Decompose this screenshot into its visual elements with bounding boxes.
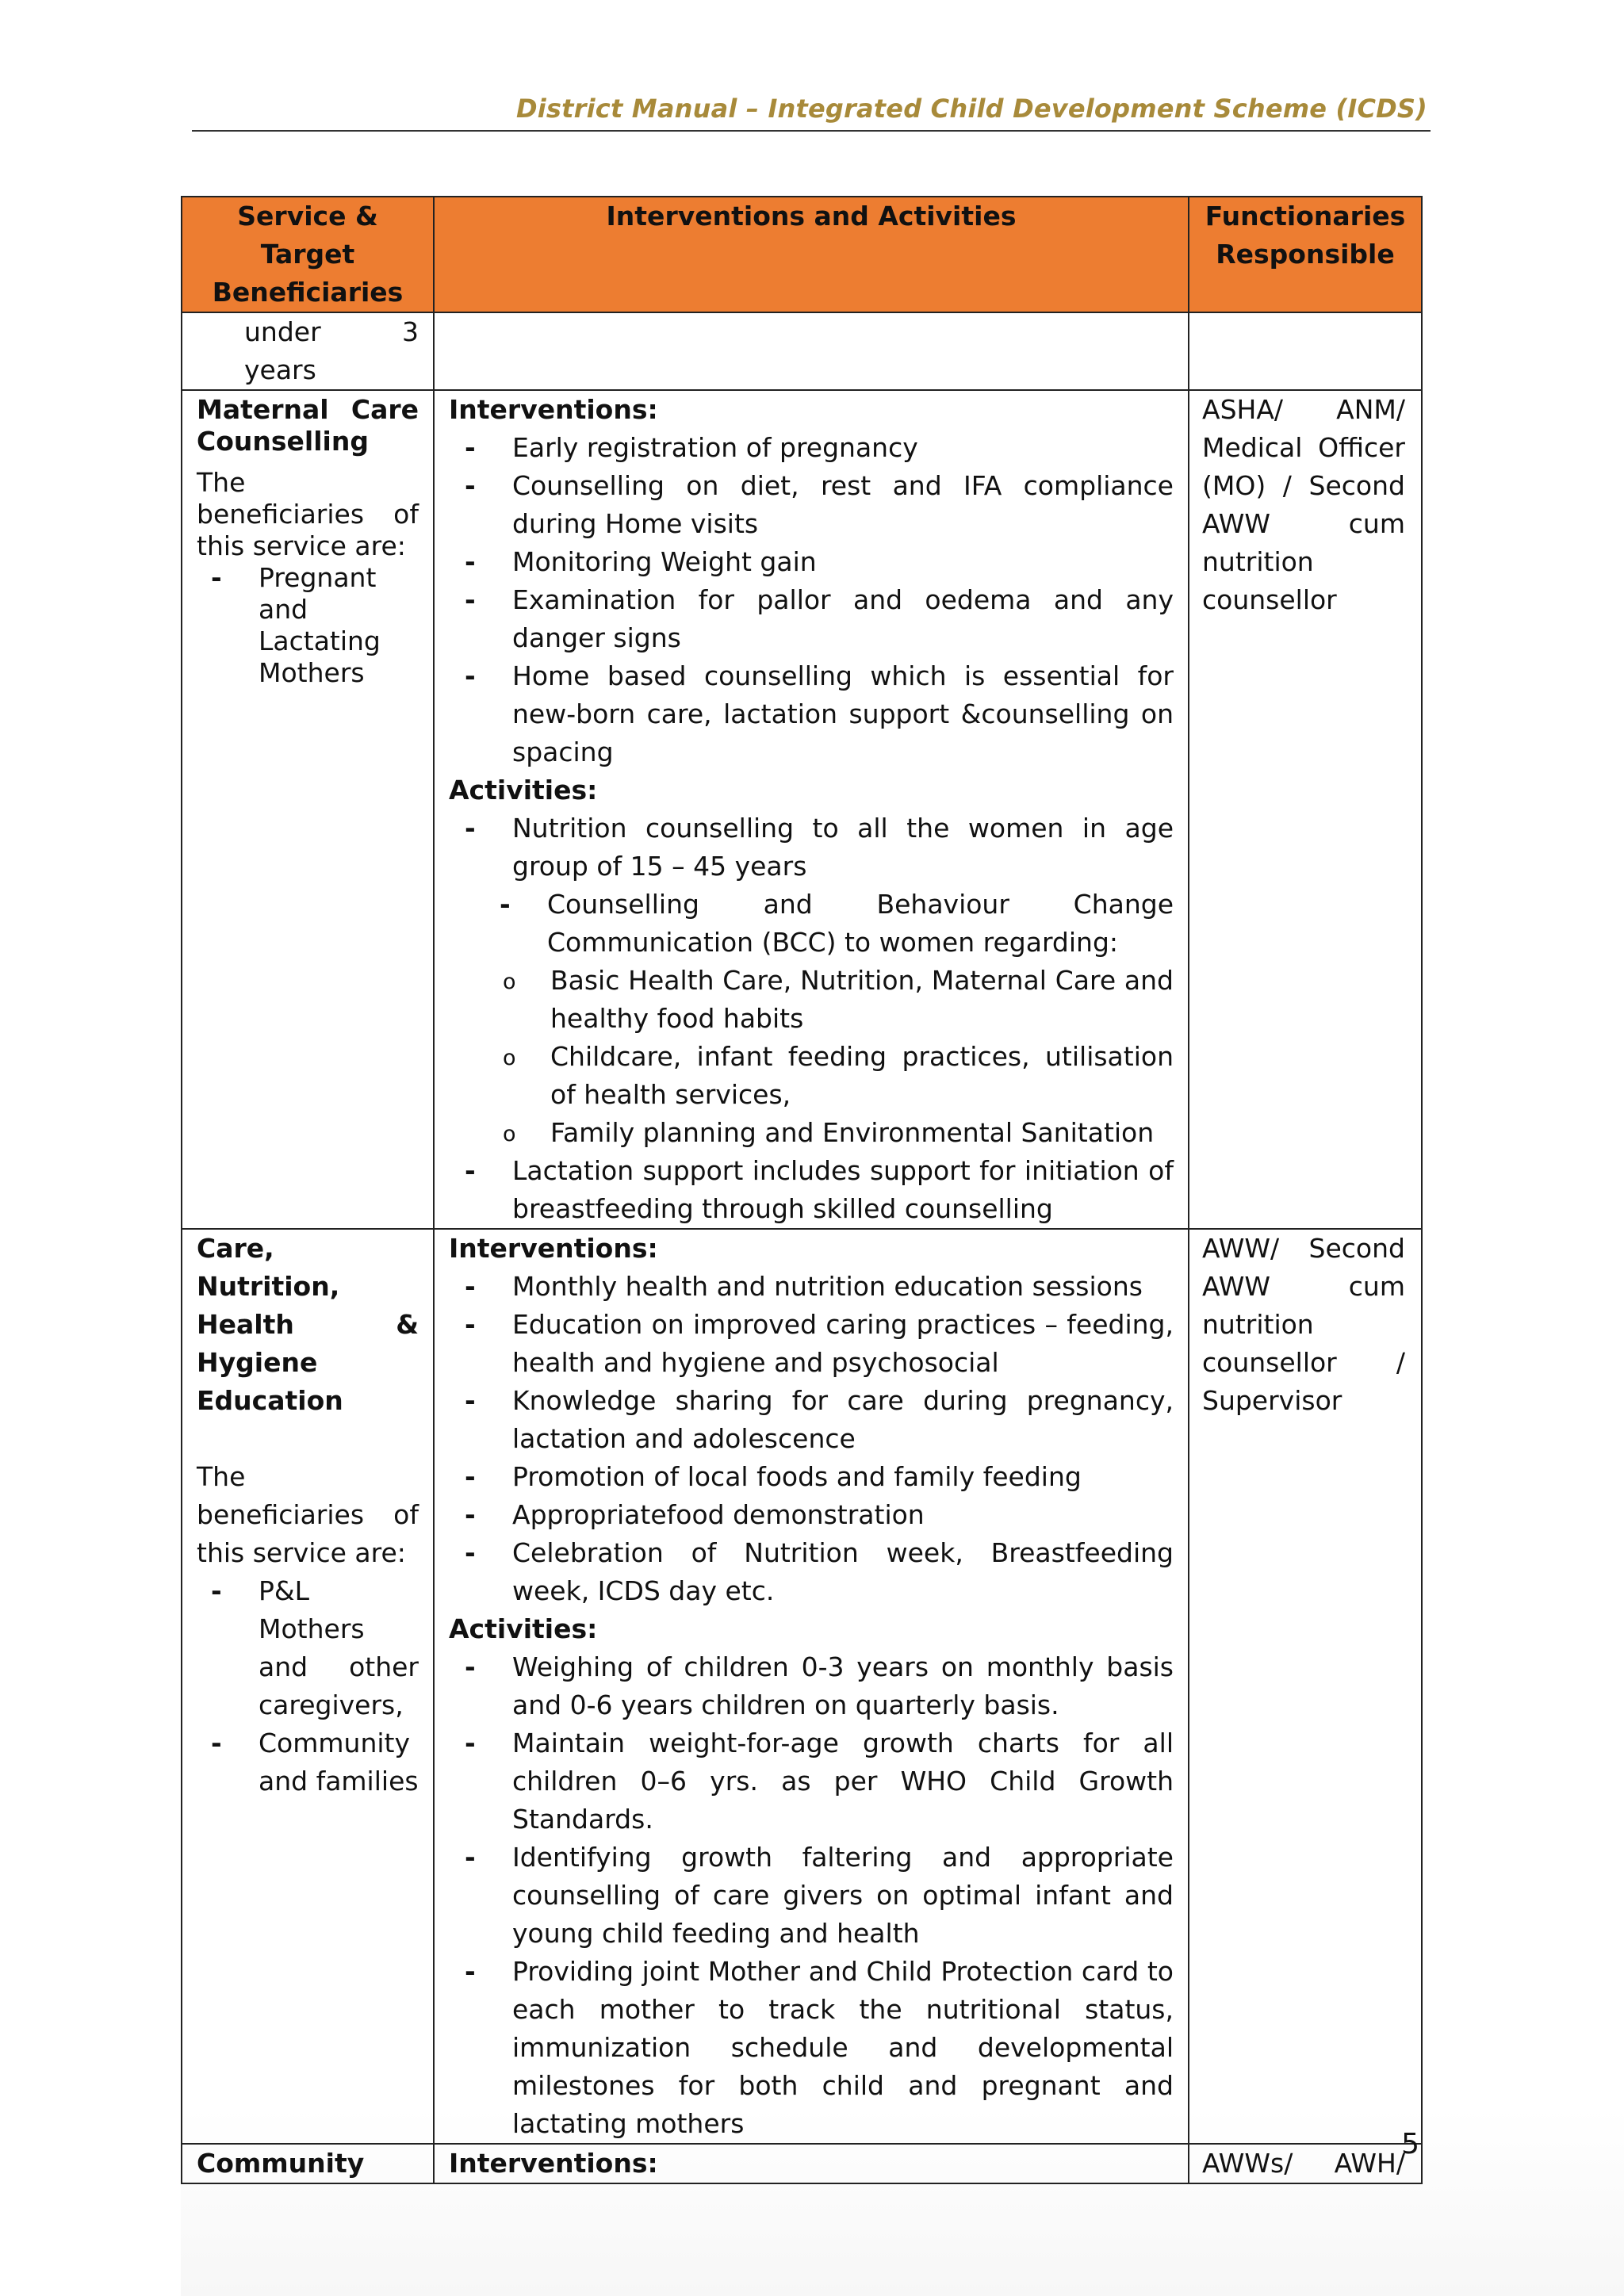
services-table — [181, 196, 1423, 2184]
maternal-activity-item: - Counselling and Behaviour Change Communication (BCC) to women regarding: — [449, 886, 1174, 962]
maternal-service-title-line: Maternal Care — [197, 394, 419, 425]
community-interventions-label: Interventions: — [449, 2148, 658, 2179]
running-header-title: District Manual – Integrated Child Development Scheme (ICDS) — [515, 94, 1427, 124]
maternal-beneficiary-item: - Pregnant and Lactating Mothers — [197, 562, 419, 689]
care-intervention-item: - Education on improved caring practices – feeding, health and hygiene and psychosocial — [449, 1306, 1174, 1382]
care-intervention-item: - Promotion of local foods and family feeding — [449, 1458, 1174, 1496]
care-activity-item: - Weighing of children 0-3 years on monthly basis and 0-6 years children on quarterly basis. — [449, 1648, 1174, 1724]
table-row-maternal-care — [182, 390, 1422, 1229]
care-functionaries-text: AWW/ Second AWW cum nutrition counsellor / Supervisor — [1202, 1233, 1405, 1416]
header-service-beneficiaries: Service & Target Beneficiaries — [182, 197, 434, 312]
header-divider — [192, 130, 1431, 132]
continued-service-cell — [182, 312, 434, 390]
maternal-functionaries-cell — [1189, 390, 1422, 1229]
maternal-intervention-item: - Early registration of pregnancy — [449, 429, 1174, 467]
maternal-functionaries-text: ASHA/ ANM/ Medical Officer (MO) / Second AWW cum nutrition counsellor — [1202, 394, 1405, 615]
header-interventions-activities: Interventions and Activities — [434, 197, 1189, 312]
maternal-service-cell — [182, 390, 434, 1229]
maternal-intervention-item: - Monitoring Weight gain — [449, 543, 1174, 581]
maternal-interventions-cell — [434, 390, 1189, 1229]
care-activity-item: - Providing joint Mother and Child Protection card to each mother to track the nutritional status, immunization schedule and developmental milestones for both child and pregnant and lactating mothers — [449, 1953, 1174, 2143]
community-functionaries-cell — [1189, 2144, 1422, 2183]
table-row-continued — [182, 312, 1422, 390]
maternal-beneficiaries-intro: The beneficiaries of this service are: — [197, 467, 419, 561]
continued-functionaries-cell — [1189, 312, 1422, 390]
maternal-activity-item: - Lactation support includes support for initiation of breastfeeding through skilled counselling — [449, 1152, 1174, 1228]
care-activity-item: - Maintain weight-for-age growth charts for all children 0–6 yrs. as per WHO Child Growth Standards. — [449, 1724, 1174, 1839]
continued-interventions-cell — [434, 312, 1189, 390]
maternal-activities-label: Activities: — [449, 775, 598, 806]
page-number: 5 — [1401, 2128, 1419, 2160]
maternal-interventions-label: Interventions: — [449, 394, 658, 425]
community-service-title: Community — [197, 2148, 365, 2179]
care-service-cell — [182, 1229, 434, 2144]
care-intervention-item: - Monthly health and nutrition education sessions — [449, 1268, 1174, 1306]
care-beneficiary-item: - P&L Mothers and other caregivers, — [197, 1572, 419, 1724]
continued-text-line1: under 3 — [244, 316, 419, 347]
care-service-title: Care, Nutrition, Health & Hygiene Education — [197, 1233, 419, 1416]
care-intervention-item: - Celebration of Nutrition week, Breastfeeding week, ICDS day etc. — [449, 1534, 1174, 1610]
continued-text-line2: years — [244, 354, 316, 385]
table-header-row — [182, 197, 1422, 312]
care-functionaries-cell — [1189, 1229, 1422, 2144]
care-interventions-label: Interventions: — [449, 1233, 658, 1264]
care-intervention-item: - Appropriatefood demonstration — [449, 1496, 1174, 1534]
maternal-activity-subitem: o Childcare, infant feeding practices, utilisation of health services, — [449, 1038, 1174, 1114]
maternal-service-title: Counselling — [197, 426, 369, 457]
maternal-activity-item: - Nutrition counselling to all the women in age group of 15 – 45 years — [449, 809, 1174, 886]
community-functionaries-text: AWWs/ AWH/ — [1202, 2148, 1405, 2179]
maternal-activity-subitem: o Basic Health Care, Nutrition, Maternal Care and healthy food habits — [449, 962, 1174, 1038]
care-beneficiaries-intro: The beneficiaries of this service are: — [197, 1461, 419, 1568]
header-functionaries: Functionaries Responsible — [1189, 197, 1422, 312]
care-activities-label: Activities: — [449, 1613, 598, 1644]
table-row-community — [182, 2144, 1422, 2183]
care-interventions-cell — [434, 1229, 1189, 2144]
community-interventions-cell — [434, 2144, 1189, 2183]
care-activity-item: - Identifying growth faltering and appropriate counselling of care givers on optimal infant and young child feeding and health — [449, 1839, 1174, 1953]
maternal-intervention-item: - Examination for pallor and oedema and any danger signs — [449, 581, 1174, 657]
table-row-care-nutrition — [182, 1229, 1422, 2144]
community-service-cell — [182, 2144, 434, 2183]
care-beneficiary-item: - Community and families — [197, 1724, 419, 1800]
maternal-intervention-item: - Counselling on diet, rest and IFA compliance during Home visits — [449, 467, 1174, 543]
care-intervention-item: - Knowledge sharing for care during pregnancy, lactation and adolescence — [449, 1382, 1174, 1458]
maternal-activity-subitem: o Family planning and Environmental Sanitation — [449, 1114, 1174, 1152]
maternal-intervention-item: - Home based counselling which is essential for new-born care, lactation support &counselling on spacing — [449, 657, 1174, 771]
